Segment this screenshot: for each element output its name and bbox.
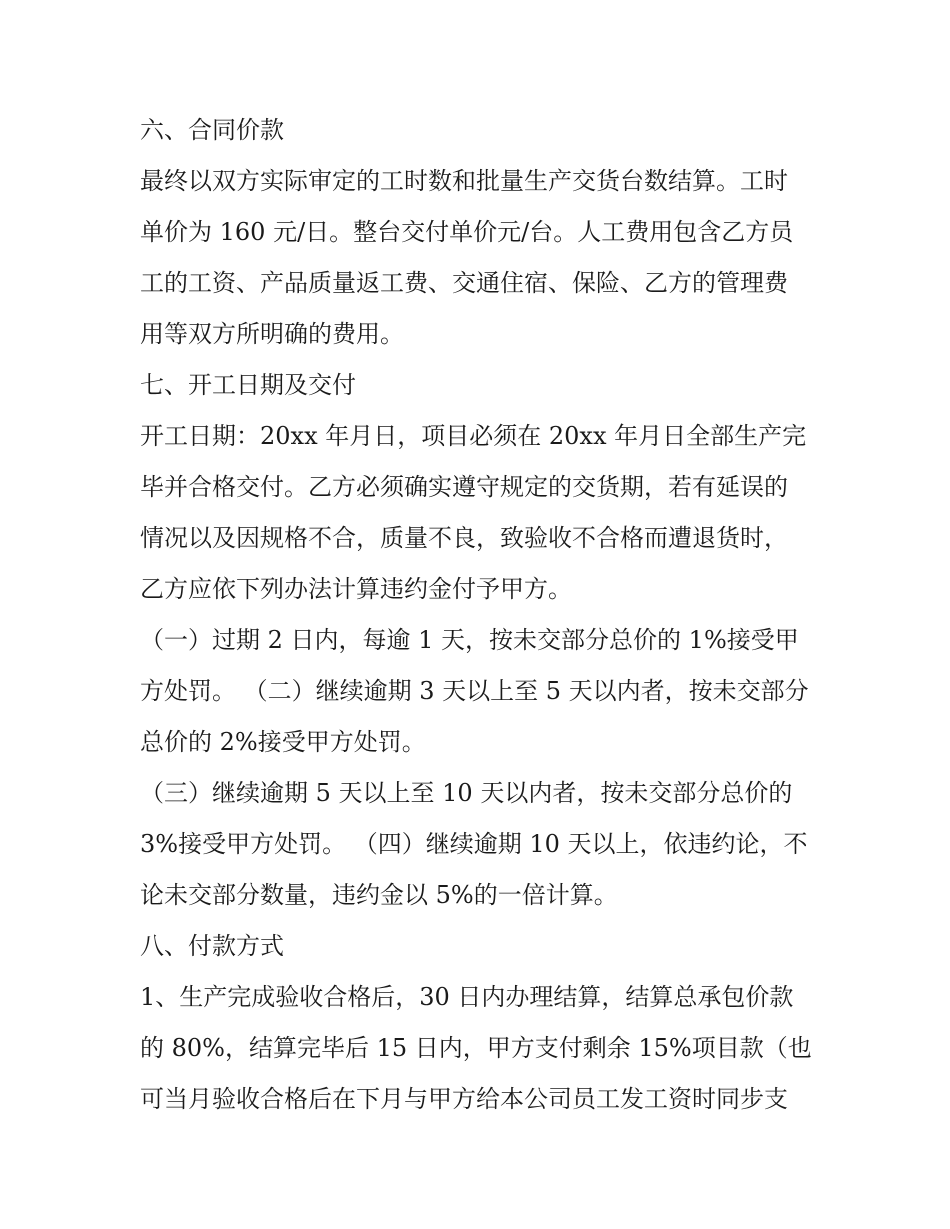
text-line: 总价的 2%接受甲方处罚。 <box>140 728 426 756</box>
section-heading-start-date: 七、开工日期及交付 <box>140 371 356 399</box>
text-line: 的 80%，结算完毕后 15 日内，甲方支付剩余 15%项目款（也 <box>140 1034 812 1062</box>
section-heading-payment: 八、付款方式 <box>140 932 284 960</box>
text-line: （三）继续逾期 5 天以上至 10 天以内者，按未交部分总价的 <box>140 779 793 807</box>
text-line: 3%接受甲方处罚。 （四）继续逾期 10 天以上，依违约论，不 <box>140 830 808 858</box>
text-line: 可当月验收合格后在下月与甲方给本公司员工发工资时同步支 <box>140 1085 788 1113</box>
text-line: 开工日期：20xx 年月日，项目必须在 20xx 年月日全部生产完 <box>140 422 807 450</box>
text-line: 最终以双方实际审定的工时数和批量生产交货台数结算。工时 <box>140 167 788 195</box>
text-line: 工的工资、产品质量返工费、交通住宿、保险、乙方的管理费 <box>140 269 788 297</box>
text-line: 1、生产完成验收合格后，30 日内办理结算，结算总承包价款 <box>140 983 794 1011</box>
text-line: 情况以及因规格不合，质量不良，致验收不合格而遭退货时， <box>140 524 788 552</box>
text-line: 毕并合格交付。乙方必须确实遵守规定的交货期，若有延误的 <box>140 473 788 501</box>
text-line: 乙方应依下列办法计算违约金付予甲方。 <box>140 575 572 603</box>
text-line: 用等双方所明确的费用。 <box>140 320 404 348</box>
section-heading-contract-price: 六、合同价款 <box>140 116 284 144</box>
text-line: 单价为 160 元/日。整台交付单价元/台。人工费用包含乙方员 <box>140 218 794 246</box>
text-line: 方处罚。 （二）继续逾期 3 天以上至 5 天以内者，按未交部分 <box>140 677 809 705</box>
text-line: 论未交部分数量，违约金以 5%的一倍计算。 <box>140 881 618 909</box>
text-line: （一）过期 2 日内，每逾 1 天，按未交部分总价的 1%接受甲 <box>140 626 799 654</box>
